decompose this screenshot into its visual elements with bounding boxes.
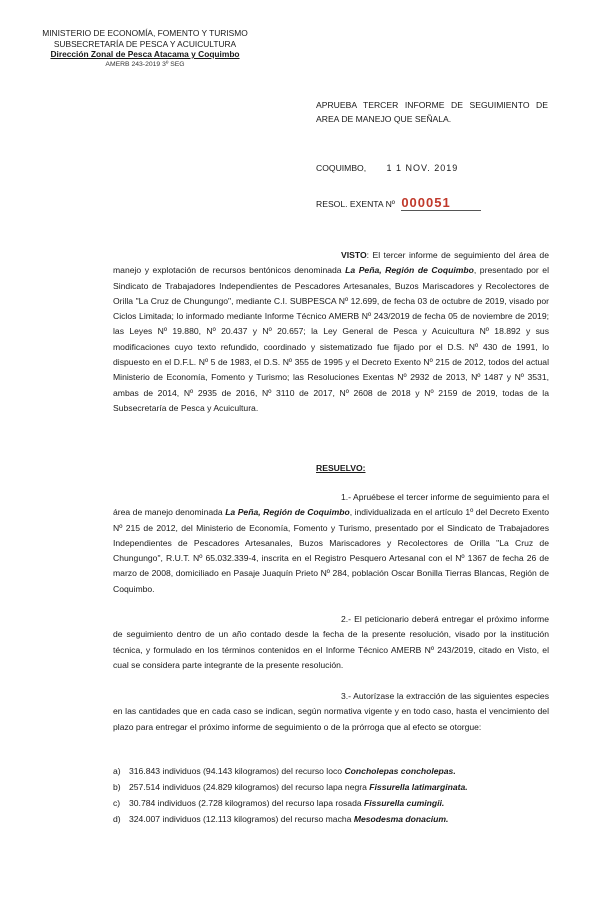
city: COQUIMBO, bbox=[316, 163, 367, 173]
resolution-label: RESOL. EXENTA Nº bbox=[316, 199, 395, 209]
article-1-paragraph bbox=[113, 490, 549, 597]
resuelvo-heading: RESUELVO: bbox=[316, 463, 366, 473]
article-1-text-1: 1.- Apruébese el tercer informe de seguimiento para el área de manejo denominada bbox=[113, 492, 549, 518]
species-name: Mesodesma donacium. bbox=[353, 814, 449, 824]
article-2-text: 2.- El peticionario deberá entregar el próximo informe de seguimiento dentro de un año contado desde la fecha de la presente resolución, visado por la institución técnica, y formulado en los términos contenidos en el Informe Técnico AMERB Nº 243/2019, citado en Visto, el cual se considera parte integrante de la presente resolución. bbox=[113, 614, 549, 670]
file-reference: AMERB 243-2019 3º SEG bbox=[105, 60, 185, 68]
visto-label: VISTO bbox=[341, 250, 367, 260]
visto-text-1: : El tercer informe de seguimiento del área de manejo y explotación de recursos bentónicos denominada bbox=[113, 250, 549, 276]
species-name: Concholepas concholepas. bbox=[344, 766, 456, 776]
list-item: b) 257.514 individuos (24.829 kilogramos) del recurso lapa negra Fissurella latimarginata. bbox=[113, 782, 468, 792]
resolution-number-line bbox=[316, 195, 481, 210]
zonal-direction-name: Dirección Zonal de Pesca Atacama y Coquimbo bbox=[50, 49, 240, 60]
area-name: La Peña, Región de Coquimbo bbox=[345, 265, 474, 276]
species-list bbox=[113, 763, 553, 827]
list-item: d) 324.007 individuos (12.113 kilogramos) del recurso macha Mesodesma donacium. bbox=[113, 814, 449, 824]
list-item: c) 30.784 individuos (2.728 kilogramos) del recurso lapa rosada Fissurella cumingii. bbox=[113, 798, 445, 808]
area-name: La Peña, Región de Coquimbo bbox=[225, 507, 350, 518]
visto-text-2: , presentado por el Sindicato de Trabajadores Independientes de Pescadores Artesanales, Buzos Mariscadores y Recolectores de Orilla "La Cruz de Chungungo", mediante C.I. SUBPESCA Nº 12.699, de fecha 03 de octubre de 2019, visado por Ciclos Limitada; lo informado mediante Informe Técnico AMERB Nº 243/2019 de fecha 05 de noviembre de 2019; las Leyes Nº 19.880, Nº 20.437 y Nº 20.657; la Ley General de Pesca y Acuicultura Nº 18.892 y sus modificaciones cuyo texto refundido, coordinado y sistematizado fue fijado por el D.S. Nº 430 de 1991, lo dispuesto en el D.F.L. Nº 5 de 1983, el D.S. Nº 355 de 1995 y el Decreto Exento Nº 215 de 2012, todos del actual Ministerio de Economía, Fomento y Turismo; las Resoluciones Exentas Nº 2932 de 2013, Nº 1487 y Nº 3531, ambas de 2014, Nº 2935 de 2016, Nº 3110 de 2017, Nº 2608 de 2018 y Nº 2159 de 2019, todas de la Subsecretaría de Pesca y Acuicultura. bbox=[113, 265, 549, 413]
article-3-paragraph bbox=[113, 689, 549, 735]
date-stamp: 1 1 NOV. 2019 bbox=[386, 163, 459, 173]
ministry-name: MINISTERIO DE ECONOMÍA, FOMENTO Y TURISMO bbox=[42, 28, 248, 38]
species-name: Fissurella latimarginata. bbox=[369, 782, 468, 792]
visto-paragraph bbox=[113, 248, 549, 416]
article-1-text-2: , individualizada en el artículo 1º del Decreto Exento Nº 215 de 2012, del Ministerio de Economía, Fomento y Turismo, presentado por el Sindicato de Trabajadores Independientes de Pescadores Artesanales, Buzos Mariscadores y Recolectores de Orilla "La Cruz de Chungungo", R.U.T. Nº 65.032.339-4, inscrita en el Registro Pesquero Artesanal con el Nº 1367 de fecha 26 de marzo de 2008, domiciliado en Pasaje Juaquín Prieto Nº 284, población Oscar Bonilla Tierras Blancas, Región de Coquimbo. bbox=[113, 507, 550, 594]
article-3-text: 3.- Autorízase la extracción de las siguientes especies en las cantidades que en cada caso se indican, según normativa vigente y en todo caso, hasta el vencimiento del plazo para entregar el próximo informe de seguimiento o de la prórroga que al efecto se otorgue: bbox=[113, 691, 549, 732]
species-name: Fissurella cumingii. bbox=[364, 798, 445, 808]
resolution-number: 000051 bbox=[401, 195, 480, 211]
resolution-subject: APRUEBA TERCER INFORME DE SEGUIMIENTO DE AREA DE MANEJO QUE SEÑALA. bbox=[316, 100, 548, 124]
list-item: a) 316.843 individuos (94.143 kilogramos) del recurso loco Concholepas concholepas. bbox=[113, 766, 456, 776]
article-2-paragraph bbox=[113, 612, 549, 673]
place-date-line bbox=[316, 163, 458, 173]
letterhead bbox=[30, 28, 260, 70]
subsecretariat-name: SUBSECRETARÍA DE PESCA Y ACUICULTURA bbox=[53, 38, 237, 49]
